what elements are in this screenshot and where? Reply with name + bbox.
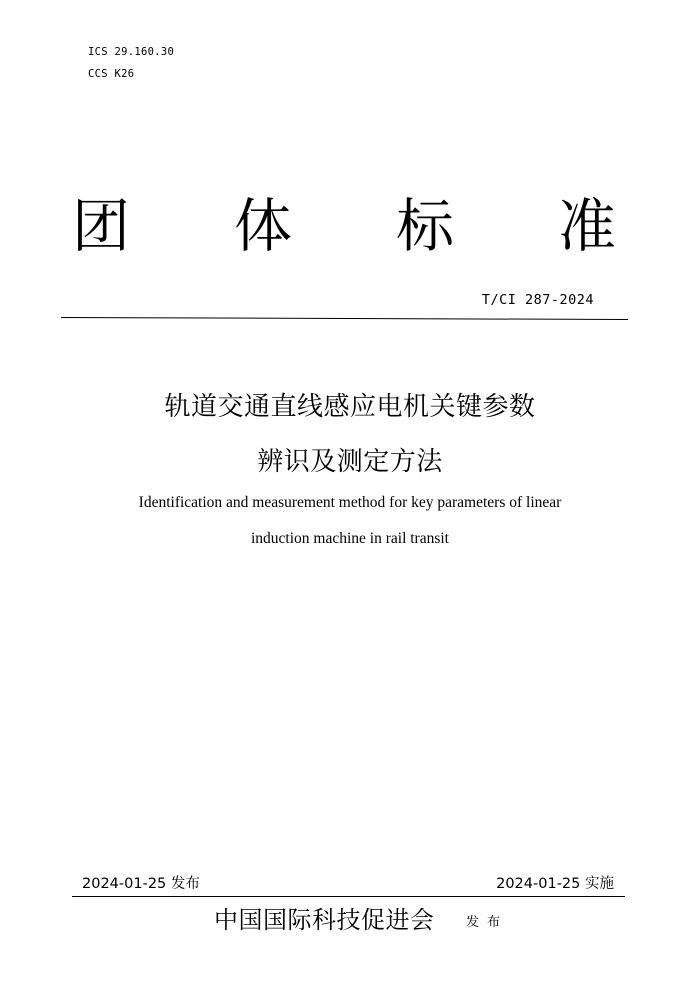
standard-code: T/CI 287-2024	[481, 292, 594, 308]
standard-type-char: 标	[395, 192, 454, 260]
standard-type-char: 团	[71, 192, 130, 260]
top-divider	[61, 317, 628, 320]
implementation-date: 2024-01-25 实施	[496, 876, 614, 892]
standard-type-char: 体	[233, 192, 292, 260]
english-title-line-1: Identification and measurement method for key parameters of linear	[138, 494, 562, 511]
bottom-divider	[72, 896, 625, 897]
ics-code: ICS 29.160.30	[88, 46, 175, 58]
chinese-title-line-2: 辨识及测定方法	[257, 447, 443, 477]
publisher-name: 中国国际科技促进会	[214, 906, 435, 934]
standard-type-char: 准	[557, 192, 616, 260]
publish-label: 发布	[466, 915, 509, 930]
ccs-code: CCS K26	[88, 68, 135, 80]
chinese-title-line-1: 轨道交通直线感应电机关键参数	[164, 392, 536, 422]
issue-date: 2024-01-25 发布	[82, 876, 200, 892]
english-title-line-2: induction machine in rail transit	[250, 530, 449, 547]
standard-type-heading	[70, 190, 618, 262]
